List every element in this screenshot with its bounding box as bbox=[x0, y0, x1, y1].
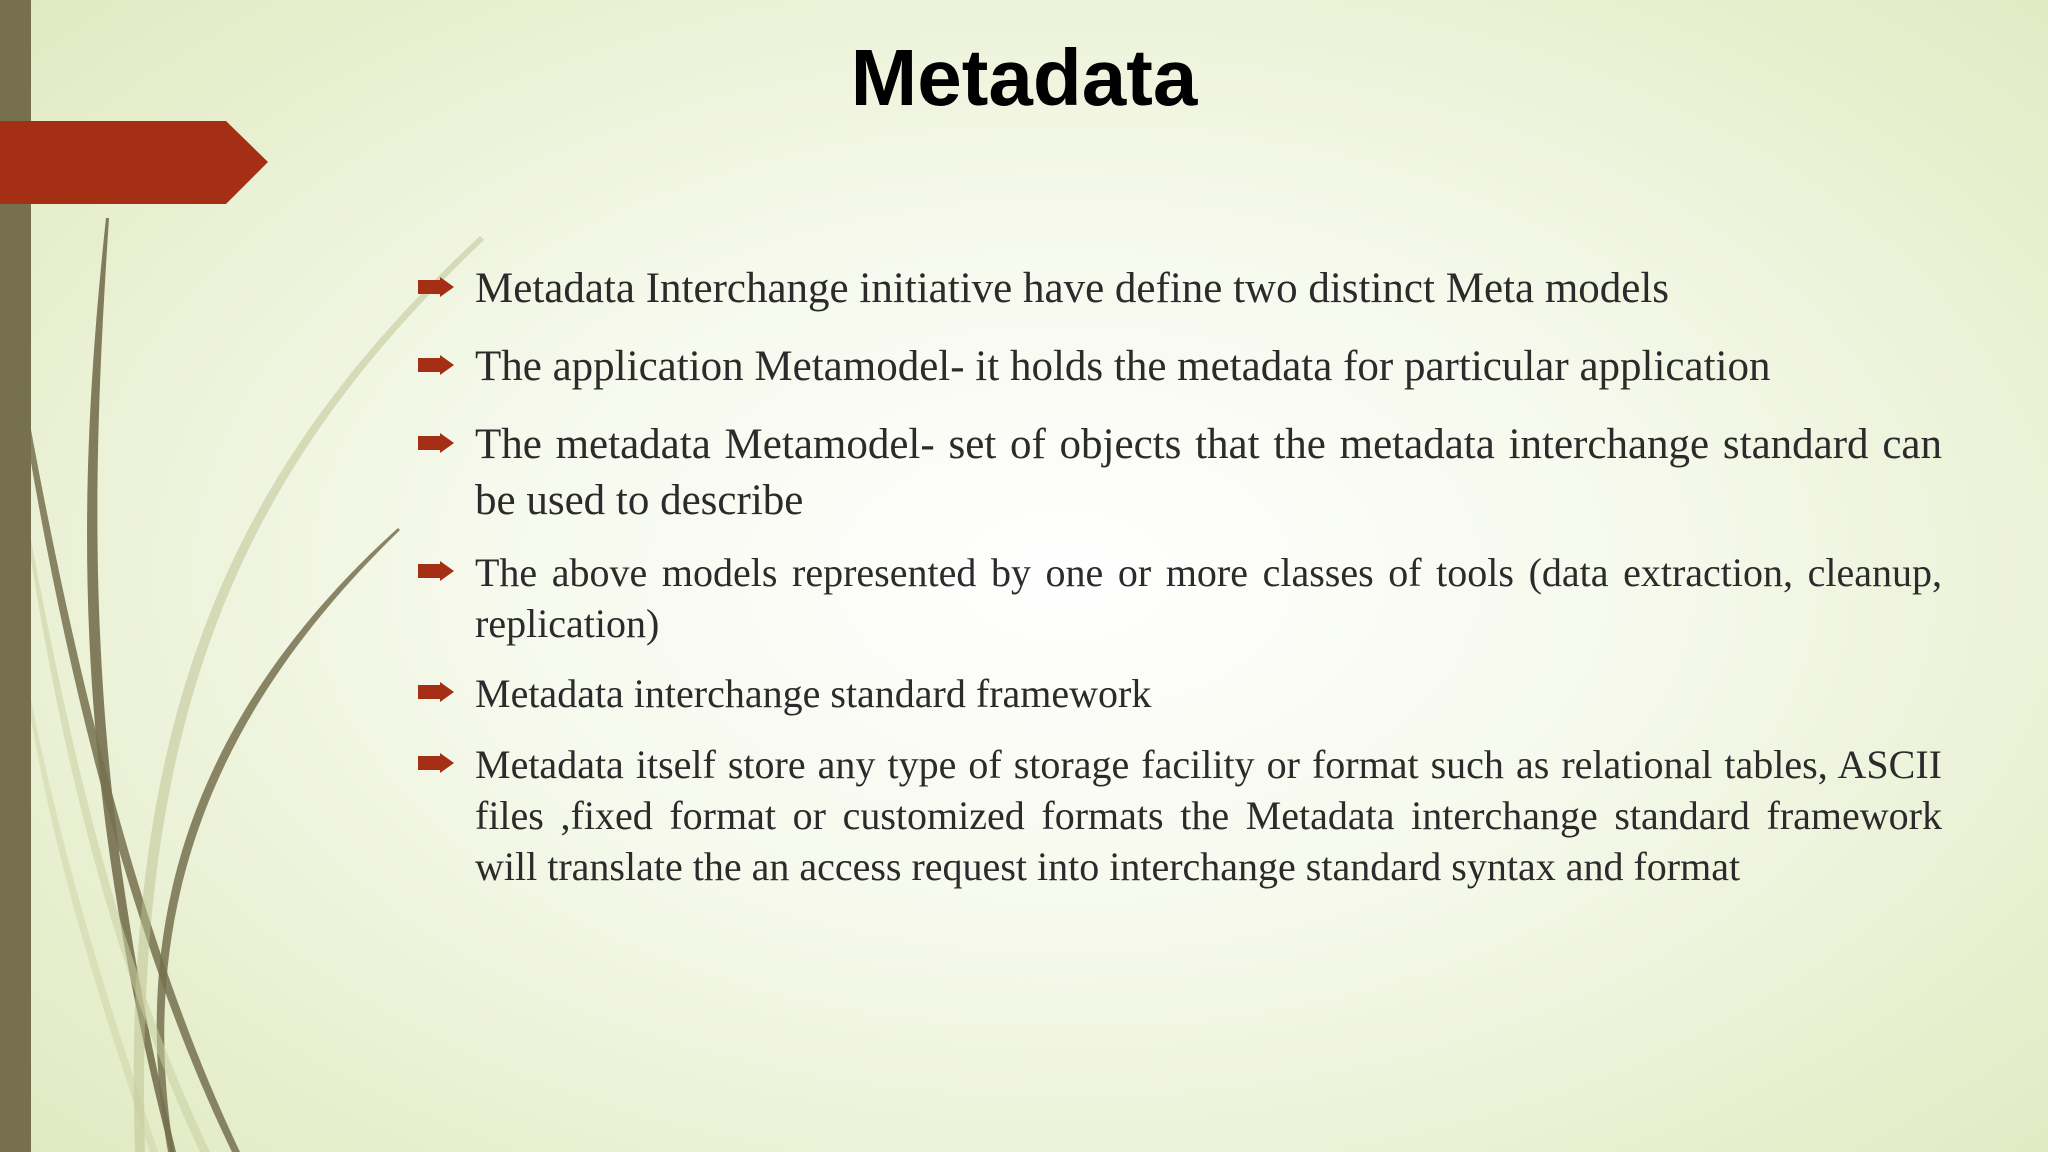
bullet-item bbox=[418, 417, 1942, 529]
bullet-item bbox=[418, 668, 1942, 719]
grass-stroke bbox=[0, 250, 240, 1152]
bullet-text: Metadata Interchange initiative have define two distinct Meta models bbox=[475, 265, 1670, 312]
bullet-text: The metadata Metamodel- set of objects that the metadata interchange standard can be used to describe bbox=[475, 421, 1942, 524]
bullet-text: Metadata itself store any type of storage facility or format such as relational tables, ASCII files ,fixed format or customized formats the Metadata interchange standard framework will translate the an access request into interchange standard syntax and format bbox=[475, 742, 1942, 889]
bullet-text: Metadata interchange standard framework bbox=[475, 671, 1152, 716]
arrow-bullet-icon bbox=[418, 682, 454, 702]
bullet-item bbox=[418, 739, 1942, 892]
bullet-item bbox=[418, 339, 1942, 395]
bullet-item bbox=[418, 547, 1942, 649]
arrow-bullet-icon bbox=[418, 355, 454, 375]
red-arrow-banner bbox=[0, 121, 268, 204]
arrow-bullet-icon bbox=[418, 753, 454, 773]
arrow-bullet-icon bbox=[418, 277, 454, 297]
bullet-text: The application Metamodel- it holds the metadata for particular application bbox=[475, 343, 1771, 390]
bullet-item bbox=[418, 261, 1942, 317]
arrow-bullet-icon bbox=[418, 433, 454, 453]
bullet-text: The above models represented by one or more classes of tools (data extraction, cleanup, replication) bbox=[475, 550, 1942, 646]
bullet-list bbox=[418, 261, 1942, 892]
arrow-bullet-icon bbox=[418, 561, 454, 581]
slide-title: Metadata bbox=[850, 33, 1198, 122]
